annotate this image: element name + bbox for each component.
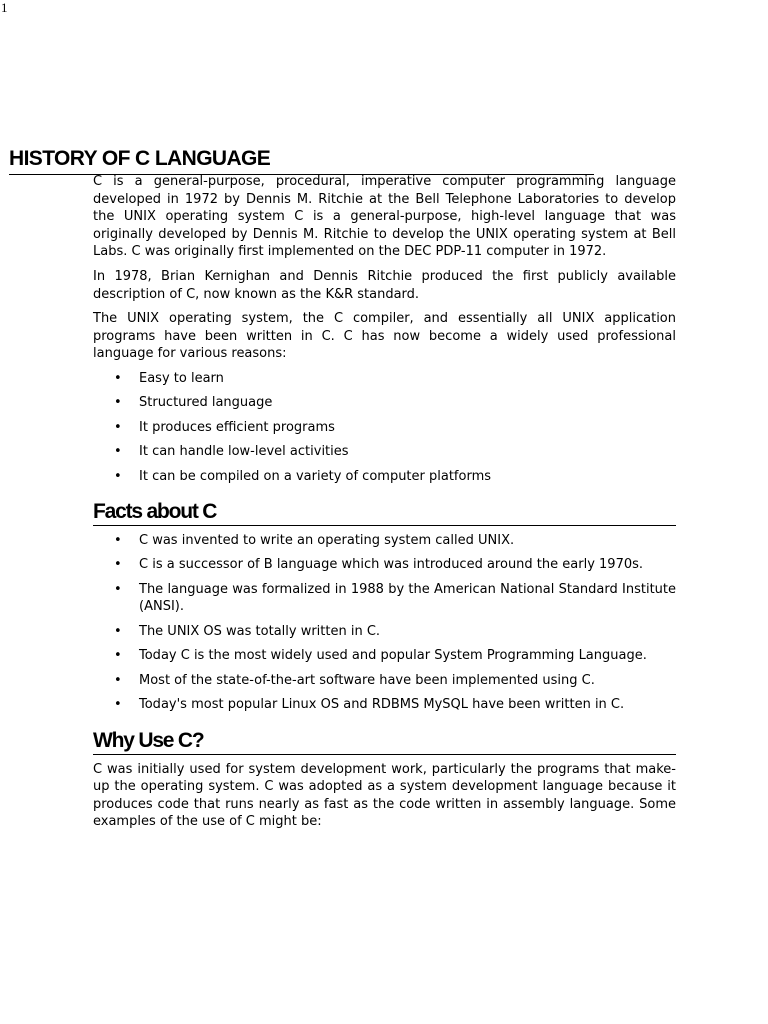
bullet-icon: • — [114, 623, 122, 639]
bullet-icon: • — [114, 581, 122, 597]
list-item-text: The language was formalized in 1988 by the American National Standard Institute (ANSI). — [139, 581, 676, 615]
list-item — [93, 394, 676, 412]
list-item — [93, 370, 676, 388]
list-item — [93, 556, 676, 574]
list-item — [93, 647, 676, 665]
bullet-icon: • — [114, 648, 122, 664]
list-item-text: Today's most popular Linux OS and RDBMS MySQL have been written in C. — [139, 697, 625, 713]
bullet-icon: • — [114, 444, 122, 460]
intro-paragraph: In 1978, Brian Kernighan and Dennis Ritchie produced the first publicly available description of C, now known as the K&R standard. — [93, 268, 676, 302]
list-item-text: Today C is the most widely used and popular System Programming Language. — [139, 648, 647, 664]
list-item-text: Structured language — [139, 395, 273, 411]
list-item — [93, 696, 676, 714]
intro-paragraph: C is a general-purpose, procedural, imperative computer programming language developed in 1972 by Dennis M. Ritchie at the Bell Telephone Laboratories to develop the UNIX operating system C is a general-purpose, high-level language that was originally developed by Dennis M. Ritchie to develop the UNIX operating system at Bell Labs. C was originally first implemented on the DEC PDP-11 computer in 1972. — [93, 174, 676, 260]
bullet-icon: • — [114, 697, 122, 713]
list-item — [93, 623, 676, 641]
list-item-text: The UNIX OS was totally written in C. — [139, 623, 381, 639]
bullet-icon: • — [114, 672, 122, 688]
bullet-icon: • — [114, 370, 122, 386]
bullet-icon: • — [114, 468, 122, 484]
list-item — [93, 581, 676, 616]
list-item-text: C is a successor of B language which was introduced around the early 1970s. — [139, 557, 644, 573]
list-item-text: Most of the state-of-the-art software have been implemented using C. — [139, 672, 595, 688]
page-title: HISTORY OF C LANGUAGE — [9, 146, 594, 175]
list-item — [93, 532, 676, 550]
list-item — [93, 419, 676, 437]
intro-paragraph: The UNIX operating system, the C compiler, and essentially all UNIX application programs have been written in C. C has now become a widely used professional language for various reasons: — [93, 311, 676, 362]
list-item-text: Easy to learn — [139, 370, 224, 386]
document-body — [93, 173, 676, 838]
bullet-icon: • — [114, 557, 122, 573]
page-number: 1 — [1, 0, 8, 15]
list-item-text: It can be compiled on a variety of computer platforms — [139, 468, 492, 484]
bullet-icon: • — [114, 533, 122, 549]
list-item — [93, 672, 676, 690]
bullet-icon: • — [114, 395, 122, 411]
why-paragraph: C was initially used for system development work, particularly the programs that make-up the operating system. C was adopted as a system development language because it produces code that runs nearly as fast as the code written in assembly language. Some examples of the use of C might be: — [93, 761, 676, 830]
bullet-icon: • — [114, 419, 122, 435]
list-item-text: It can handle low-level activities — [139, 444, 349, 460]
list-item — [93, 443, 676, 461]
section-heading-why: Why Use C? — [93, 728, 676, 755]
list-item — [93, 468, 676, 486]
facts-list — [93, 532, 676, 714]
reasons-list — [93, 370, 676, 485]
list-item-text: C was invented to write an operating system called UNIX. — [139, 533, 515, 549]
section-heading-facts: Facts about C — [93, 499, 676, 526]
list-item-text: It produces efficient programs — [139, 419, 335, 435]
